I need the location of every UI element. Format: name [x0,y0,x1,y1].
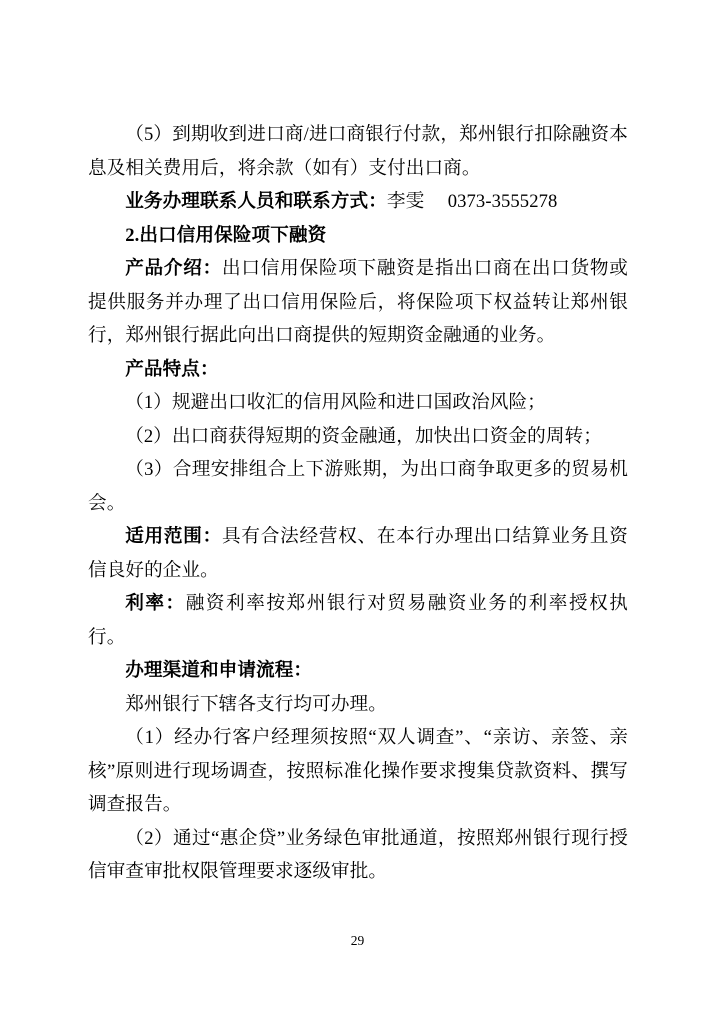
paragraph-interest-rate [88,587,628,654]
paragraph-feature-1: （1）规避出口收汇的信用风险和进口国政治风险； [125,392,546,413]
paragraph-process-1: （1）经办行客户经理须按照“双人调查”、“亲访、亲签、亲核”原则进行现场调查，按照标准化操作要求搜集贷款资料、撰写调查报告。 [88,727,628,815]
paragraph-scope [88,520,628,587]
paragraph-contact [88,185,628,219]
contact-label: 业务办理联系人员和联系方式： [125,191,387,212]
heading-product-features: 产品特点： [125,358,219,380]
paragraph-product-intro [88,252,628,353]
scope-label: 适用范围： [125,526,223,547]
product-intro-text: 出口信用保险项下融资是指出口商在出口货物或提供服务并办理了出口信用保险后，将保险项下权益转让郑州银行，郑州银行据此向出口商提供的短期资金融通的业务。 [88,258,628,346]
document-body [88,118,628,889]
heading-export-credit-insurance-financing: 2.出口信用保险项下融资 [125,224,327,246]
paragraph-feature-2: （2）出口商获得短期的资金融通，加快出口资金的周转； [125,425,602,447]
scope-text: 具有合法经营权、在本行办理出口结算业务且资信良好的企业。 [88,526,628,581]
paragraph-process-2: （2）通过“惠企贷”业务绿色审批通道，按照郑州银行现行授信审查审批权限管理要求逐级审批。 [88,827,628,882]
interest-rate-label: 利率： [125,593,186,614]
interest-rate-text: 融资利率按郑州银行对贸易融资业务的利率授权执行。 [88,593,628,648]
product-intro-label: 产品介绍： [125,258,223,279]
paragraph-branches: 郑州银行下辖各支行均可办理。 [125,693,387,715]
heading-channels-and-process: 办理渠道和申请流程： [125,660,313,681]
paragraph-feature-3: （3）合理安排组合上下游账期，为出口商争取更多的贸易机会。 [88,459,628,514]
contact-value: 李雯 0373-3555278 [386,191,558,212]
page-number: 29 [350,933,365,948]
paragraph-settlement-payment: （5）到期收到进口商/进口商银行付款，郑州银行扣除融资本息及相关费用后，将余款（如有）支付出口商。 [88,124,628,179]
